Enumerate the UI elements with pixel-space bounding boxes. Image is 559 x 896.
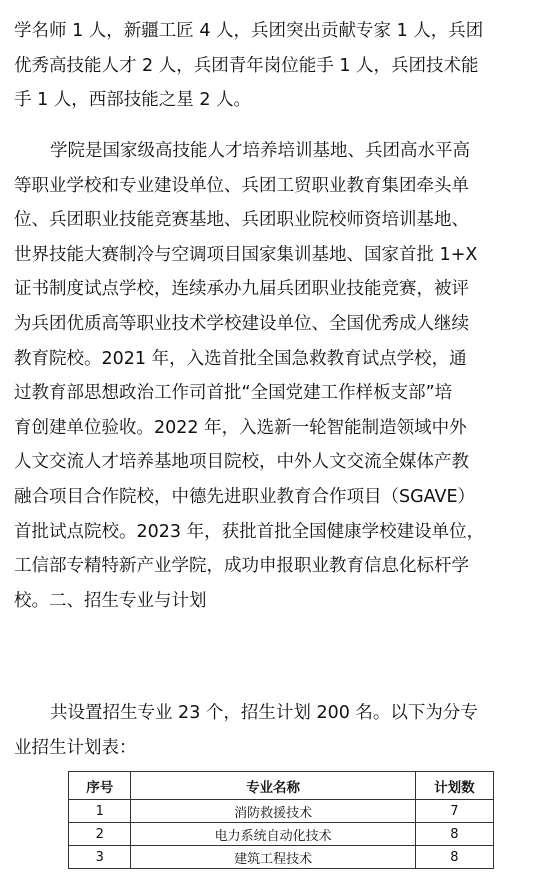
cell-plan-count: 8 (415, 823, 493, 846)
cell-major-name: 消防救援技术 (131, 800, 415, 823)
header-plan-count: 计划数 (415, 772, 493, 800)
text-line: 位、兵团职业技能竞赛基地、兵团职业院校师资培训基地、 (14, 210, 469, 231)
cell-serial-number: 2 (69, 823, 131, 846)
text-line: 工信部专精特新产业学院，成功申报职业教育信息化标杆学 (14, 556, 469, 577)
cell-serial-number: 3 (69, 846, 131, 869)
text-line: 优秀高技能人才 2 人，兵团青年岗位能手 1 人，兵团技术能 (14, 55, 479, 76)
text-line: 教育院校。2021 年，入选首批全国急救教育试点学校，通 (14, 348, 467, 369)
enrollment-plan-table (68, 771, 494, 869)
text-line: 手 1 人，西部技能之星 2 人。 (14, 90, 252, 111)
text-line: 学院是国家级高技能人才培养培训基地、兵团高水平高 (50, 141, 470, 161)
text-line: 过教育部思想政治工作司首批“全国党建工作样板支部”培 (14, 383, 453, 404)
text-line: 为兵团优质高等职业技术学校建设单位、全国优秀成人继续 (14, 313, 469, 334)
text-line: 学名师 1 人，新疆工匠 4 人，兵团突出贡献专家 1 人，兵团 (14, 21, 484, 41)
cell-major-name: 电力系统自动化技术 (131, 823, 415, 846)
table-row (69, 823, 494, 846)
header-major-name: 专业名称 (131, 772, 415, 800)
text-line: 证书制度试点学校，连续承办九届兵团职业技能竞赛，被评 (14, 279, 469, 300)
text-line: 业招生计划表： (14, 737, 137, 758)
paragraph-staff-honors (14, 14, 550, 118)
cell-plan-count: 7 (415, 800, 493, 823)
section-heading-line: 校。二、招生专业与计划 (14, 590, 207, 611)
text-line: 育创建单位验收。2022 年，入选新一轮智能制造领域中外 (14, 417, 467, 438)
paragraph-college-honors (14, 134, 550, 618)
text-line: 共设置招生专业 23 个，招生计划 200 名。以下为分专 (50, 703, 478, 723)
cell-major-name: 建筑工程技术 (131, 846, 415, 869)
header-serial-number: 序号 (69, 772, 131, 800)
text-line: 首批试点院校。2023 年，获批首批全国健康学校建设单位， (14, 521, 485, 542)
table-row (69, 800, 494, 823)
table-header-row (69, 772, 494, 800)
table-row (69, 846, 494, 869)
cell-serial-number: 1 (69, 800, 131, 823)
cell-plan-count: 8 (415, 846, 493, 869)
text-line: 人文交流人才培养基地项目院校，中外人文交流全媒体产教 (14, 452, 469, 473)
text-line: 世界技能大赛制冷与空调项目国家集训基地、国家首批 1+X (14, 244, 478, 265)
text-line: 融合项目合作院校，中德先进职业教育合作项目（SGAVE） (14, 486, 476, 507)
text-line: 等职业学校和专业建设单位、兵团工贸职业教育集团牵头单 (14, 175, 469, 196)
paragraph-enrollment-plan (14, 696, 550, 765)
